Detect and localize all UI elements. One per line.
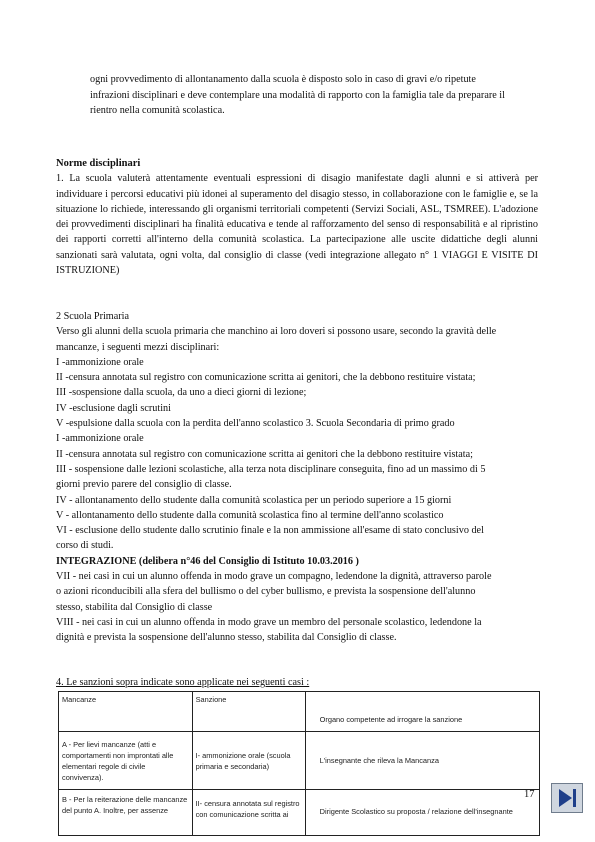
integrazione-line: o azioni riconducibili alla sfera del bullismo o del cyber bullismo, e prevista la sospensione dell'alunno	[56, 586, 476, 598]
table-cell: L'insegnante che rileva la Mancanza	[305, 732, 539, 790]
primaria-line: VI - esclusione dello studente dallo scrutinio finale e la non ammissione all'esame di stato conclusivo del	[56, 525, 484, 537]
skip-to-end-icon	[552, 784, 582, 812]
next-page-button[interactable]	[551, 783, 583, 813]
integrazione-line: VII - nei casi in cui un alunno offenda in modo grave un compagno, ledendone la dignità, attraverso parole	[56, 571, 492, 583]
integrazione-line: dignità e prevista la sospensione dell'alunno stesso, stabilita dal Consiglio di classe.	[56, 632, 397, 644]
table-row	[59, 732, 540, 790]
primaria-line: I -ammonizione orale	[56, 433, 144, 445]
primaria-line: giorni previo parere del consiglio di classe.	[56, 479, 232, 491]
primaria-line: III -sospensione dalla scuola, da uno a dieci giorni di lezione;	[56, 387, 307, 399]
page-number: 17	[524, 789, 535, 800]
table-cell: Dirigente Scolastico su proposta / relazione dell'insegnante	[305, 790, 539, 836]
table-cell: II- censura annotata sul registro con comunicazione scritta ai	[192, 790, 305, 836]
primaria-section	[56, 309, 538, 646]
integrazione-heading: INTEGRAZIONE (delibera n°46 del Consiglio di Istituto 10.03.2016 )	[56, 555, 359, 567]
primaria-line: corso di studi.	[56, 540, 114, 552]
sanctions-table	[58, 691, 540, 836]
primaria-line: II -censura annotata sul registro con comunicazione scritta ai genitori, che la debbono restituire vistata;	[56, 372, 476, 384]
primaria-line: IV -esclusione dagli scrutini	[56, 402, 171, 414]
intro-paragraph	[90, 72, 538, 119]
primaria-line: III - sospensione dalle lezioni scolastiche, alla terza nota disciplinare conseguita, fino ad un massimo di 5	[56, 463, 486, 475]
norme-section	[56, 156, 538, 278]
table-row	[59, 790, 540, 836]
intro-line: rientro nella comunità scolastica.	[90, 105, 225, 116]
table-cell: B - Per la reiterazione delle mancanze del punto A. Inoltre, per assenze	[59, 790, 193, 836]
primaria-line: mancanze, i seguenti mezzi disciplinari:	[56, 341, 220, 353]
primaria-line: V - allontanamento dello studente dalla comunità scolastica fino al termine dell'anno scolastico	[56, 509, 444, 521]
table-cell: I- ammonizione orale (scuola primaria e secondaria)	[192, 732, 305, 790]
integrazione-line: stesso, stabilita dal Consiglio di classe	[56, 601, 213, 613]
integrazione-line: VIII - nei casi in cui un alunno offenda in modo grave un membro del personale scolastico, ledendone la	[56, 616, 482, 628]
table-header-cell: Sanzione	[192, 692, 305, 732]
primaria-line: IV - allontanamento dello studente dalla comunità scolastica per un periodo superiore a 15 giorni	[56, 494, 452, 506]
primaria-line: 2 Scuola Primaria	[56, 311, 129, 322]
table-cell: A - Per lievi mancanze (atti e comportamenti non improntati alle elementari regole di civile convivenza).	[59, 732, 193, 790]
primaria-line: I -ammonizione orale	[56, 356, 144, 368]
section4-title: 4. Le sanzioni sopra indicate sono applicate nei seguenti casi :	[56, 677, 310, 688]
primaria-line: Verso gli alunni della scuola primaria che manchino ai loro doveri si possono usare, secondo la gravità delle	[56, 326, 497, 338]
table-header-cell: Organo competente ad irrogare la sanzione	[305, 692, 539, 732]
primaria-line: V -espulsione dalla scuola con la perdita dell'anno scolastico 3. Scuola Secondaria di primo grado	[56, 418, 455, 430]
norme-heading: Norme disciplinari	[56, 158, 141, 169]
table-header-row	[59, 692, 540, 732]
table-header-cell: Mancanze	[59, 692, 193, 732]
primaria-line: II -censura annotata sul registro con comunicazione scritta ai genitori che la debbono restituire vistata;	[56, 448, 473, 460]
norme-paragraph: 1. La scuola valuterà attentamente eventuali espressioni di disagio manifestate dagli alunni e si attiverà per individuare i percorsi educativi più idonei al superamento del disagio stesso, in collaborazione con le famiglie e, se la situazione lo richiede, interessando gli organismi territoriali competenti (Servizi Sociali, ASL, TSMREE). L'adozione dei provvedimenti disciplinari ha finalità educativa e tende al rafforzamento del senso di responsabilità e al ripristino dei rapporti corretti all'interno della comunità scolastica. La partecipazione alle uscite didattiche degli alunni sanzionati sarà valutata, ogni volta, dal consiglio di classe (vedi integrazione allegato n° 1 VIAGGI E VISITE DI ISTRUZIONE)	[56, 173, 538, 277]
intro-line: ogni provvedimento di allontanamento dalla scuola è disposto solo in caso di gravi e/o ripetute	[90, 74, 476, 85]
intro-line: infrazioni disciplinari e deve contemplare una modalità di rapporto con la famiglia tale da preparare il	[90, 89, 505, 101]
